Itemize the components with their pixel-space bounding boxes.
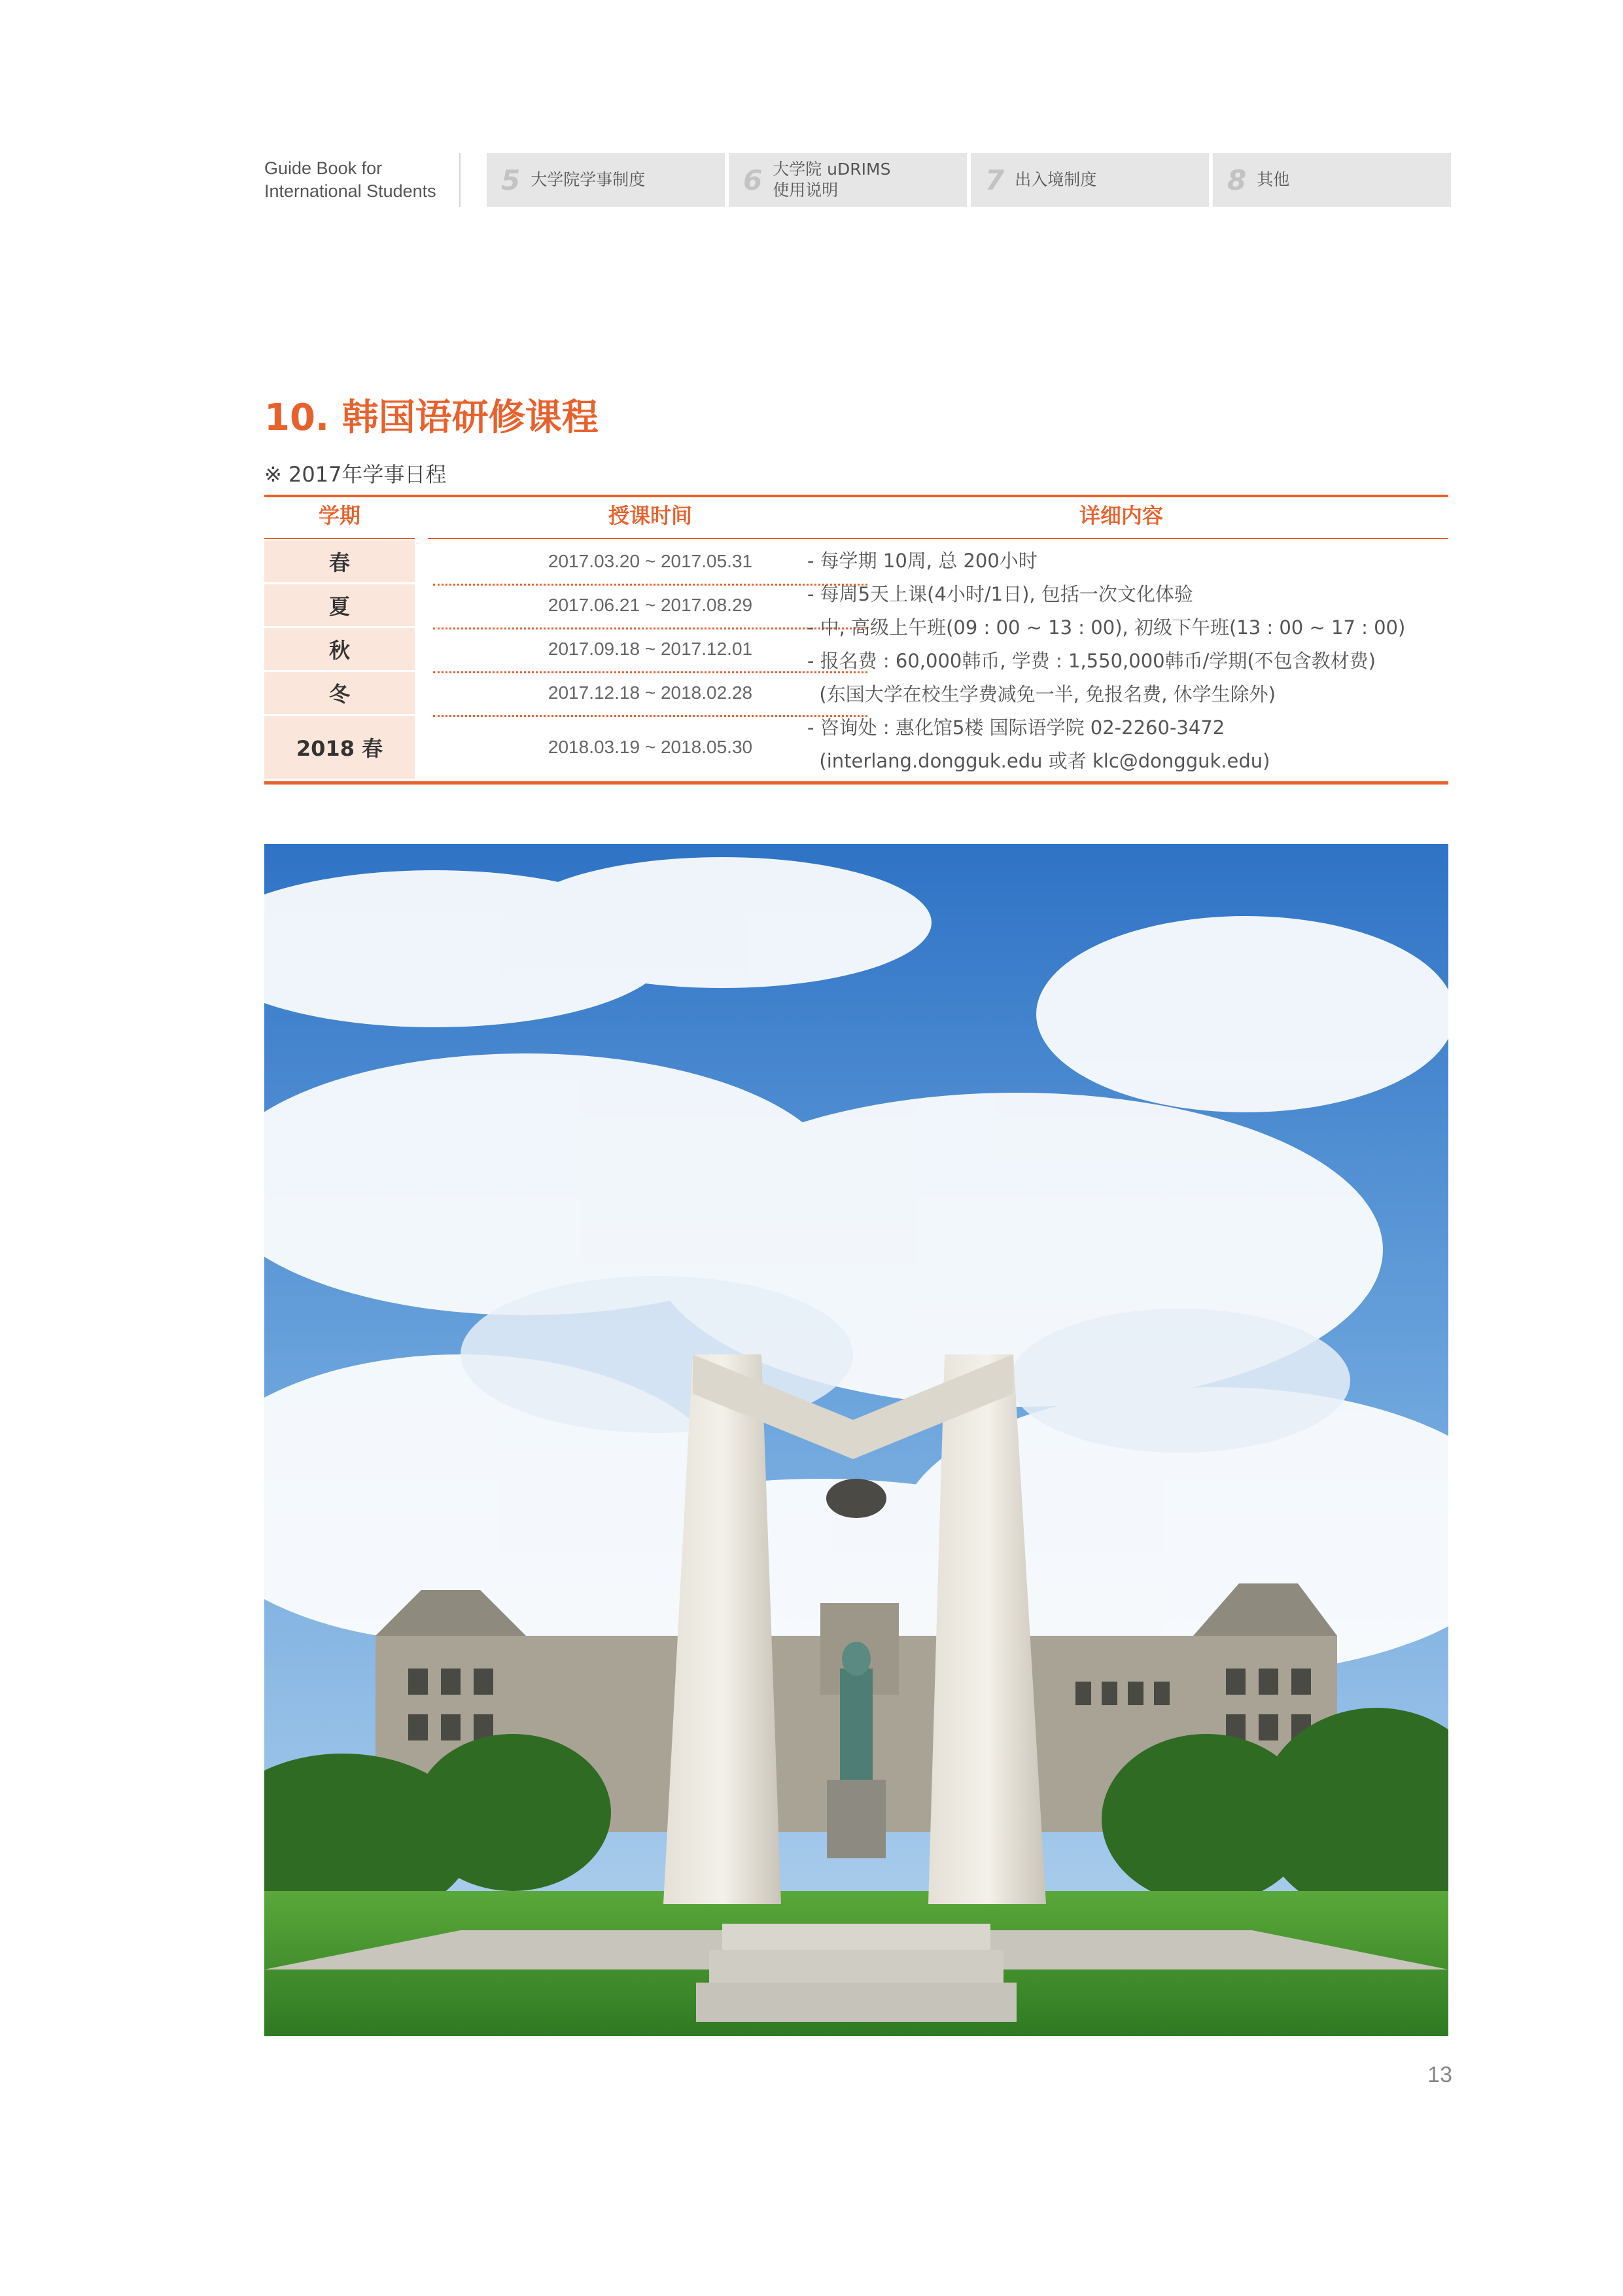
guide-title-line2: International Students: [264, 181, 436, 201]
header-underline: [794, 538, 1448, 539]
term-cell-summer: 夏: [264, 584, 415, 626]
period-cell: 2017.09.18 ~ 2017.12.01: [548, 639, 753, 659]
detail-line: - 报名费 : 60,000韩币, 学费 : 1,550,000韩币/学期(不包含教材费): [807, 650, 1376, 672]
chapter-number: 8: [1227, 164, 1247, 196]
table-top-rule: [264, 495, 1448, 497]
term-cell-spring: 春: [264, 540, 415, 582]
term-cell-2018-spring: 2018 春: [264, 716, 415, 779]
chapter-label: 大学院学事制度: [531, 170, 646, 189]
detail-line: - 咨询处 : 惠化馆5楼 国际语学院 02-2260-3472: [807, 716, 1225, 739]
period-cell: 2017.03.20 ~ 2017.05.31: [548, 551, 753, 571]
table-bottom-rule: [264, 781, 1448, 785]
chapter-tab-8[interactable]: [1213, 153, 1451, 207]
section-title: 10. 韩国语研修课程: [264, 397, 599, 439]
chapter-label: 大学院 uDRIMS 使用说明: [773, 160, 891, 200]
page-number: 13: [1427, 2062, 1452, 2087]
chapter-tab-7[interactable]: [971, 153, 1209, 207]
chapter-tab-5[interactable]: [487, 153, 725, 207]
term-cell-autumn: 秋: [264, 628, 415, 670]
detail-line: (interlang.dongguk.edu 或者 klc@dongguk.edu): [807, 750, 1270, 772]
header-divider: [459, 153, 461, 207]
header-underline: [264, 538, 415, 539]
chapter-label: 其他: [1257, 170, 1290, 189]
guide-book-title: [264, 157, 436, 203]
chapter-number: 6: [743, 164, 763, 196]
column-header-period: 授课时间: [608, 503, 692, 528]
chapter-tab-6[interactable]: [729, 153, 967, 207]
detail-line: (东国大学在校生学费减免一半, 免报名费, 休学生除外): [807, 683, 1276, 705]
detail-line: - 每学期 10周, 总 200小时: [807, 550, 1038, 572]
period-cell: 2018.03.19 ~ 2018.05.30: [548, 737, 753, 757]
chapter-label: 出入境制度: [1015, 170, 1097, 189]
campus-photo: [264, 844, 1448, 2036]
detail-line: - 每周5天上课(4小时/1日), 包括一次文化体验: [807, 583, 1193, 605]
column-header-term: 学期: [318, 503, 360, 528]
section-subtitle: ※ 2017年学事日程: [264, 462, 447, 487]
guide-title-line1: Guide Book for: [264, 158, 383, 178]
chapter-number: 5: [501, 164, 521, 196]
details-list: [807, 544, 1448, 778]
schedule-table: [264, 492, 1448, 786]
chapter-number: 7: [985, 164, 1005, 196]
term-cell-winter: 冬: [264, 672, 415, 714]
detail-line: - 中, 高级上午班(09 : 00 ~ 13 : 00), 初级下午班(13 : 00 ~ 17 : 00): [807, 616, 1406, 639]
column-header-details: 详细内容: [1079, 503, 1163, 528]
period-cell: 2017.12.18 ~ 2018.02.28: [548, 682, 753, 703]
period-cell: 2017.06.21 ~ 2017.08.29: [548, 595, 753, 615]
chapter-nav: [487, 153, 1451, 207]
